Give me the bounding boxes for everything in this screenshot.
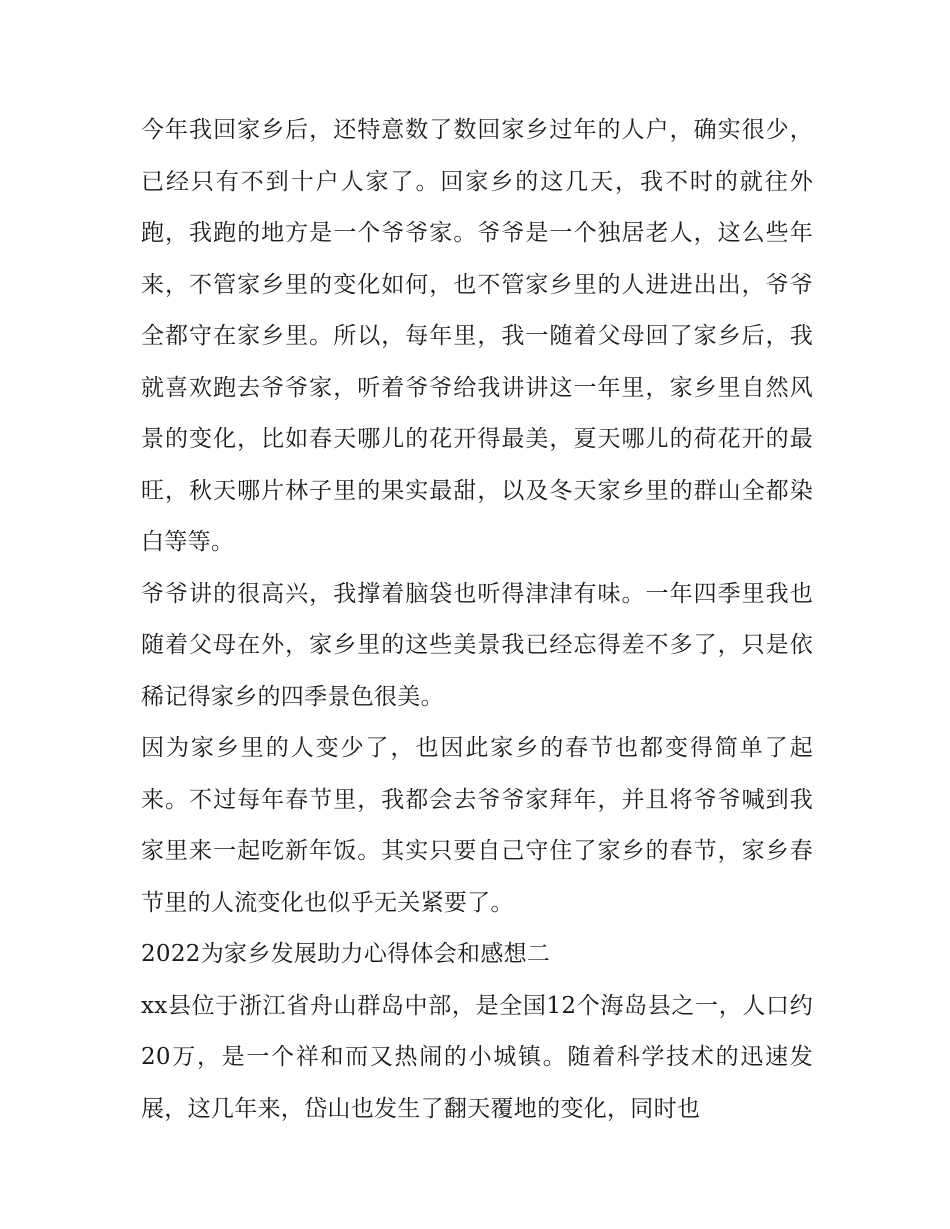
document-body: [141, 105, 813, 1135]
paragraph-1: 今年我回家乡后，还特意数了数回家乡过年的人户，确实很少，已经只有不到十户人家了。回家乡的这几天，我不时的就往外跑，我跑的地方是一个爷爷家。爷爷是一个独居老人，这么些年来，不管家乡里的变化如何，也不管家乡里的人进进出出，爷爷全都守在家乡里。所以，每年里，我一随着父母回了家乡后，我就喜欢跑去爷爷家，听着爷爷给我讲讲这一年里，家乡里自然风景的变化，比如春天哪儿的花开得最美，夏天哪儿的荷花开的最旺，秋天哪片林子里的果实最甜，以及冬天家乡里的群山全都染白等等。: [141, 117, 813, 555]
paragraph-3: 因为家乡里的人变少了，也因此家乡的春节也都变得简单了起来。不过每年春节里，我都会去爷爷家拜年，并且将爷爷喊到我家里来一起吃新年饭。其实只要自己守住了家乡的春节，家乡春节里的人流变化也似乎无关紧要了。: [141, 735, 813, 916]
paragraph-2: 爷爷讲的很高兴，我撑着脑袋也听得津津有味。一年四季里我也随着父母在外，家乡里的这些美景我已经忘得差不多了，只是依稀记得家乡的四季景色很美。: [141, 580, 813, 710]
section-heading: 2022为家乡发展助力心得体会和感想二: [141, 941, 551, 967]
paragraph-4: xx县位于浙江省舟山群岛中部，是全国12个海岛县之一，人口约20万，是一个祥和而又热闹的小城镇。随着科学技术的迅速发展，这几年来，岱山也发生了翻天覆地的变化，同时也: [141, 992, 813, 1122]
